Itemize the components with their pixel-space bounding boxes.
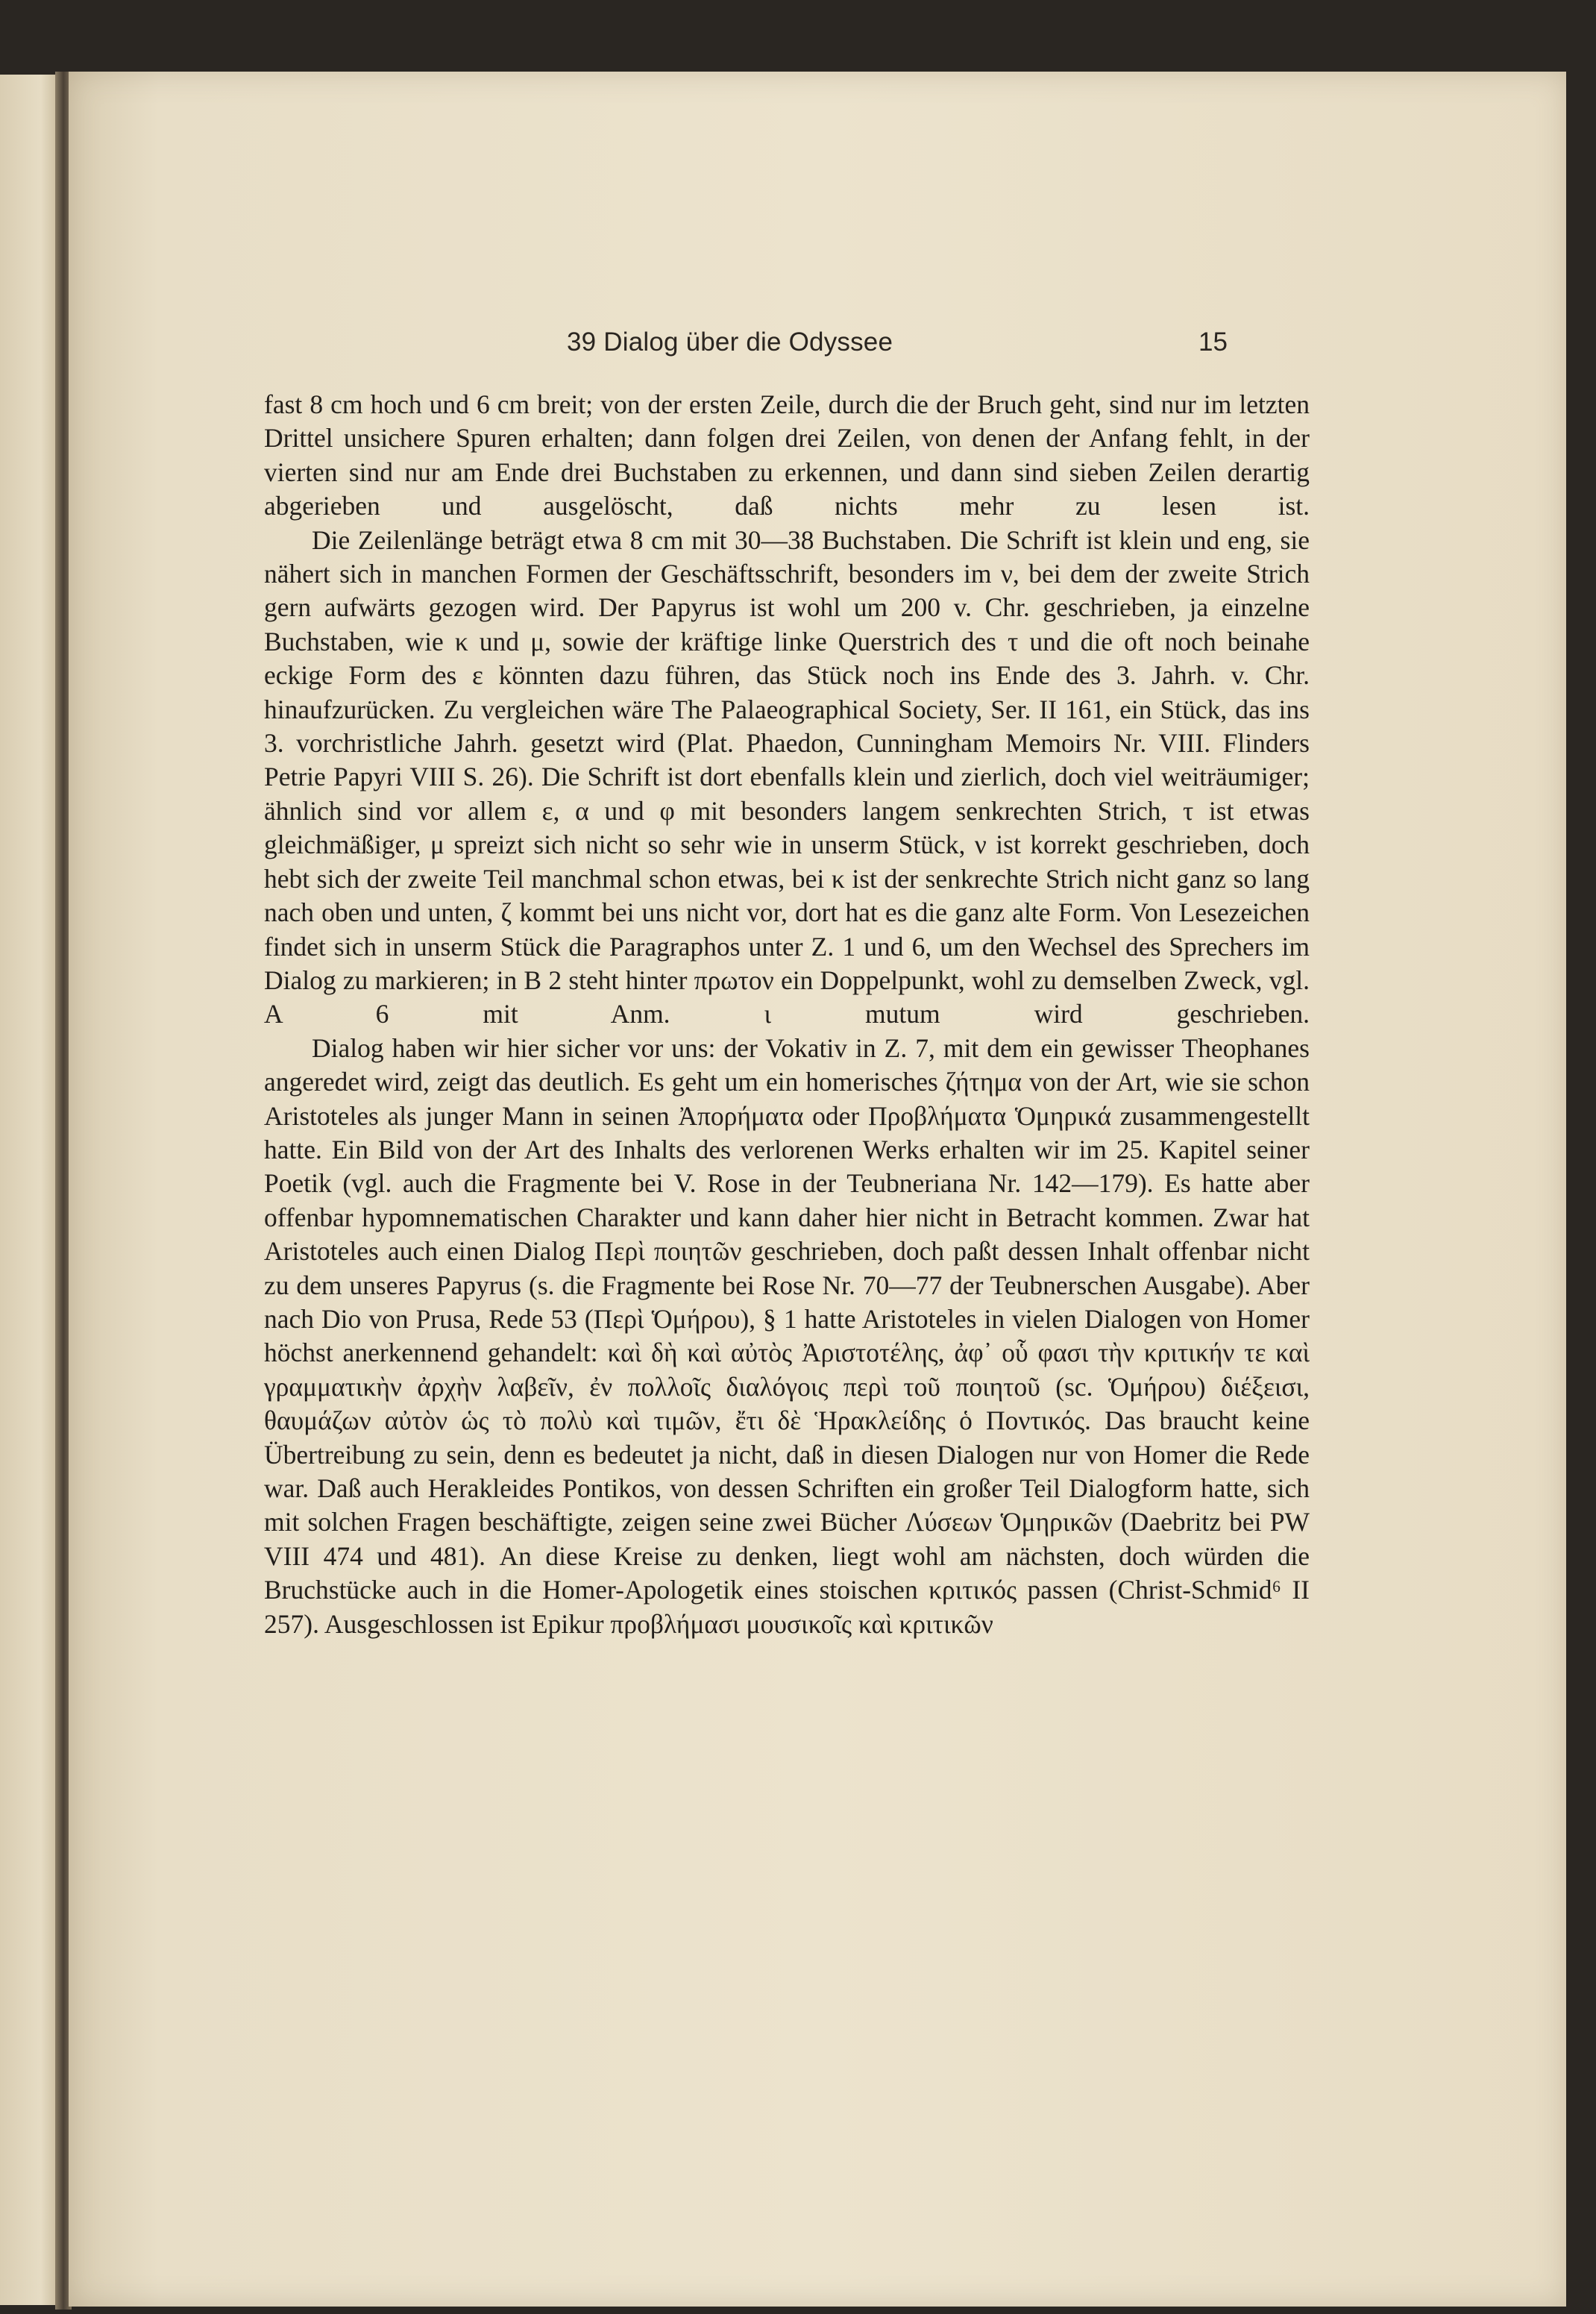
running-header (69, 327, 1566, 363)
paragraph-1: fast 8 cm hoch und 6 cm breit; von der ersten Zeile, durch die der Bruch geht, sind nur im letzten Drittel unsichere Spuren erhalten; dann folgen drei Zeilen, von denen der Anfang fehlt, in der vierten sind nur am Ende drei Buchstaben zu erkennen, und dann sind sieben Zeilen derartig abgerieben und ausgelöscht, daß nichts mehr zu lesen ist. (264, 389, 1310, 521)
left-page-edge (0, 75, 58, 2305)
paragraph-3: Dialog haben wir hier sicher vor uns: der Vokativ in Z. 7, mit dem ein gewisser Theophanes angeredet wird, zeigt das deutlich. Es geht um ein homerisches ζήτημα von der Art, wie sie schon Aristoteles als junger Mann in seinen Ἀπορήματα oder Προβλήματα Ὁμηρικά zusammengestellt hatte. Ein Bild von der Art des Inhalts des verlorenen Werks erhalten wir im 25. Kapitel seiner Poetik (vgl. auch die Fragmente bei V. Rose in der Teubneriana Nr. 142—179). Es hatte aber offenbar hypomnematischen Charakter und kann daher hier nicht in Betracht kommen. Zwar hat Aristoteles auch einen Dialog Περὶ ποιητῶν geschrieben, doch paßt dessen Inhalt offenbar nicht zu dem unseres Papyrus (s. die Fragmente bei Rose Nr. 70—77 der Teubnerschen Ausgabe). Aber nach Dio von Prusa, Rede 53 (Περὶ Ὁμήρου), § 1 hatte Aristoteles in vielen Dialogen von Homer höchst anerkennend gehandelt: καὶ δὴ καὶ αὐτὸς Ἀριστοτέλης, ἀφ᾽ οὗ φασι τὴν κριτικήν τε καὶ γραμματικὴν ἀρχὴν λαβεῖν, ἐν πολλοῖς διαλόγοις περὶ τοῦ ποιητοῦ (sc. Ὁμήρου) διέξεισι, θαυμάζων αὐτὸν ὡς τὸ πολὺ καὶ τιμῶν, ἔτι δὲ Ἡρακλείδης ὁ Ποντικός. Das braucht keine Übertreibung zu sein, denn es bedeutet ja nicht, daß in diesen Dialogen nur von Homer die Rede war. Daß auch Herakleides Pontikos, von dessen Schriften ein großer Teil Dialogform hatte, sich mit solchen Fragen beschäftigte, zeigen seine zwei Bücher Λύσεων Ὁμηρικῶν (Daebritz bei PW VIII 474 und 481). An diese Kreise zu denken, liegt wohl am nächsten, doch würden die Bruchstücke auch in die Homer-Apologetik eines stoischen κριτικός passen (Christ-Schmid⁶ II 257). Ausgeschlossen ist Epikur προβλήμασι μουσικοῖς καὶ κριτικῶν (264, 1032, 1310, 1639)
paragraph-2: Die Zeilenlänge beträgt etwa 8 cm mit 30—38 Buchstaben. Die Schrift ist klein und eng, sie nähert sich in manchen Formen der Geschäftsschrift, besonders im ν, bei dem der zweite Strich gern aufwärts gezogen wird. Der Papyrus ist wohl um 200 v. Chr. geschrieben, ja einzelne Buchstaben, wie κ und μ, sowie der kräftige linke Querstrich des τ und die oft noch beinahe eckige Form des ε könnten dazu führen, das Stück noch ins Ende des 3. Jahrh. v. Chr. hinaufzurücken. Zu vergleichen wäre The Palaeographical Society, Ser. II 161, ein Stück, das ins 3. vorchristliche Jahrh. gesetzt wird (Plat. Phaedon, Cunningham Memoirs Nr. VIII. Flinders Petrie Papyri VIII S. 26). Die Schrift ist dort ebenfalls klein und zierlich, doch viel weiträumiger; ähnlich sind vor allem ε, α und φ mit besonders langem senkrechten Strich, τ ist etwas gleichmäßiger, μ spreizt sich nicht so sehr wie in unserm Stück, ν ist korrekt geschrieben, doch hebt sich der zweite Teil manchmal schon etwas, bei κ ist der senkrechte Strich nicht ganz so lang nach oben und unten, ζ kommt bei uns nicht vor, dort hat es die ganz alte Form. Von Lesezeichen findet sich in unserm Stück die Paragraphos unter Z. 1 und 6, um den Wechsel des Sprechers im Dialog zu markieren; in B 2 steht hinter πρωτον ein Doppelpunkt, wohl zu demselben Zweck, vgl. A 6 mit Anm. ι mutum wird geschrieben. (264, 524, 1310, 1029)
book-page (69, 72, 1566, 2307)
page-number: 15 (1198, 327, 1228, 357)
body-text (264, 388, 1310, 1641)
running-title: 39 Dialog über die Odyssee (567, 327, 893, 357)
